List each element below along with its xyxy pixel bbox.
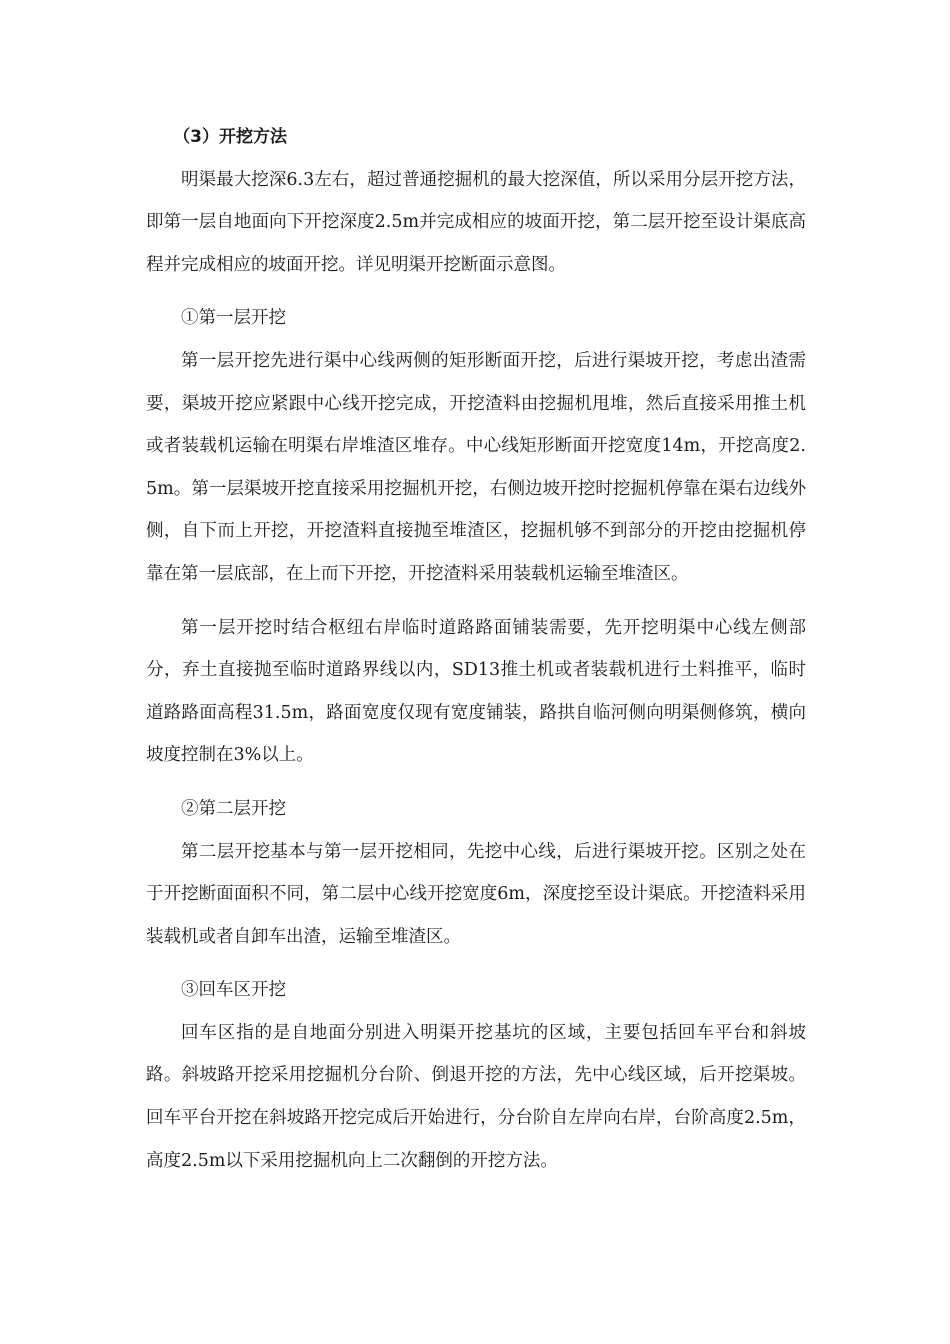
layer1-paragraph-2: 第一层开挖时结合枢纽右岸临时道路路面铺装需要，先开挖明渠中心线左侧部分，弃土直接抛至临时道路界线以内，SD13推土机或者装载机进行土料推平，临时道路路面高程31.5m，路面宽度仅现有宽度铺装，路拱自临河侧向明渠侧修筑，横向坡度控制在3%以上。 [146,617,806,766]
layer1-paragraph-1: 第一层开挖先进行渠中心线两侧的矩形断面开挖，后进行渠坡开挖，考虑出渣需要，渠坡开挖应紧跟中心线开挖完成，开挖渣料由挖掘机甩堆，然后直接采用推土机或者装载机运输在明渠右岸堆渣区堆存。中心线矩形断面开挖宽度14m，开挖高度2.5m。第一层渠坡开挖直接采用挖掘机开挖，右侧边坡开挖时挖掘机停靠在渠右边线外侧，自下而上开挖，开挖渣料直接抛至堆渣区，挖掘机够不到部分的开挖由挖掘机停靠在第一层底部，在上而下开挖，开挖渣料采用装载机运输至堆渣区。 [146,350,806,584]
turnaround-title: ③回车区开挖 [181,980,286,1001]
layer2-paragraph-1: 第二层开挖基本与第一层开挖相同，先挖中心线，后进行渠坡开挖。区别之处在于开挖断面面积不同，第二层中心线开挖宽度6m，深度挖至设计渠底。开挖渣料采用装载机或者自卸车出渣，运输至堆渣区。 [146,841,806,947]
document-page [146,116,806,1193]
intro-paragraph: 明渠最大挖深6.3左右，超过普通挖掘机的最大挖深值，所以采用分层开挖方法，即第一层自地面向下开挖深度2.5m并完成相应的坡面开挖，第二层开挖至设计渠底高程并完成相应的坡面开挖。详见明渠开挖断面示意图。 [146,169,806,275]
layer2-title: ②第二层开挖 [181,798,286,819]
turnaround-paragraph-1: 回车区指的是自地面分别进入明渠开挖基坑的区域，主要包括回车平台和斜坡路。斜坡路开挖采用挖掘机分台阶、倒退开挖的方法，先中心线区域，后开挖渠坡。回车平台开挖在斜坡路开挖完成后开始进行，分台阶自左岸向右岸，台阶高度2.5m，高度2.5m以下采用挖掘机向上二次翻倒的开挖方法。 [146,1022,806,1171]
layer1-title: ①第一层开挖 [181,308,286,329]
section-heading: （3）开挖方法 [173,127,288,147]
